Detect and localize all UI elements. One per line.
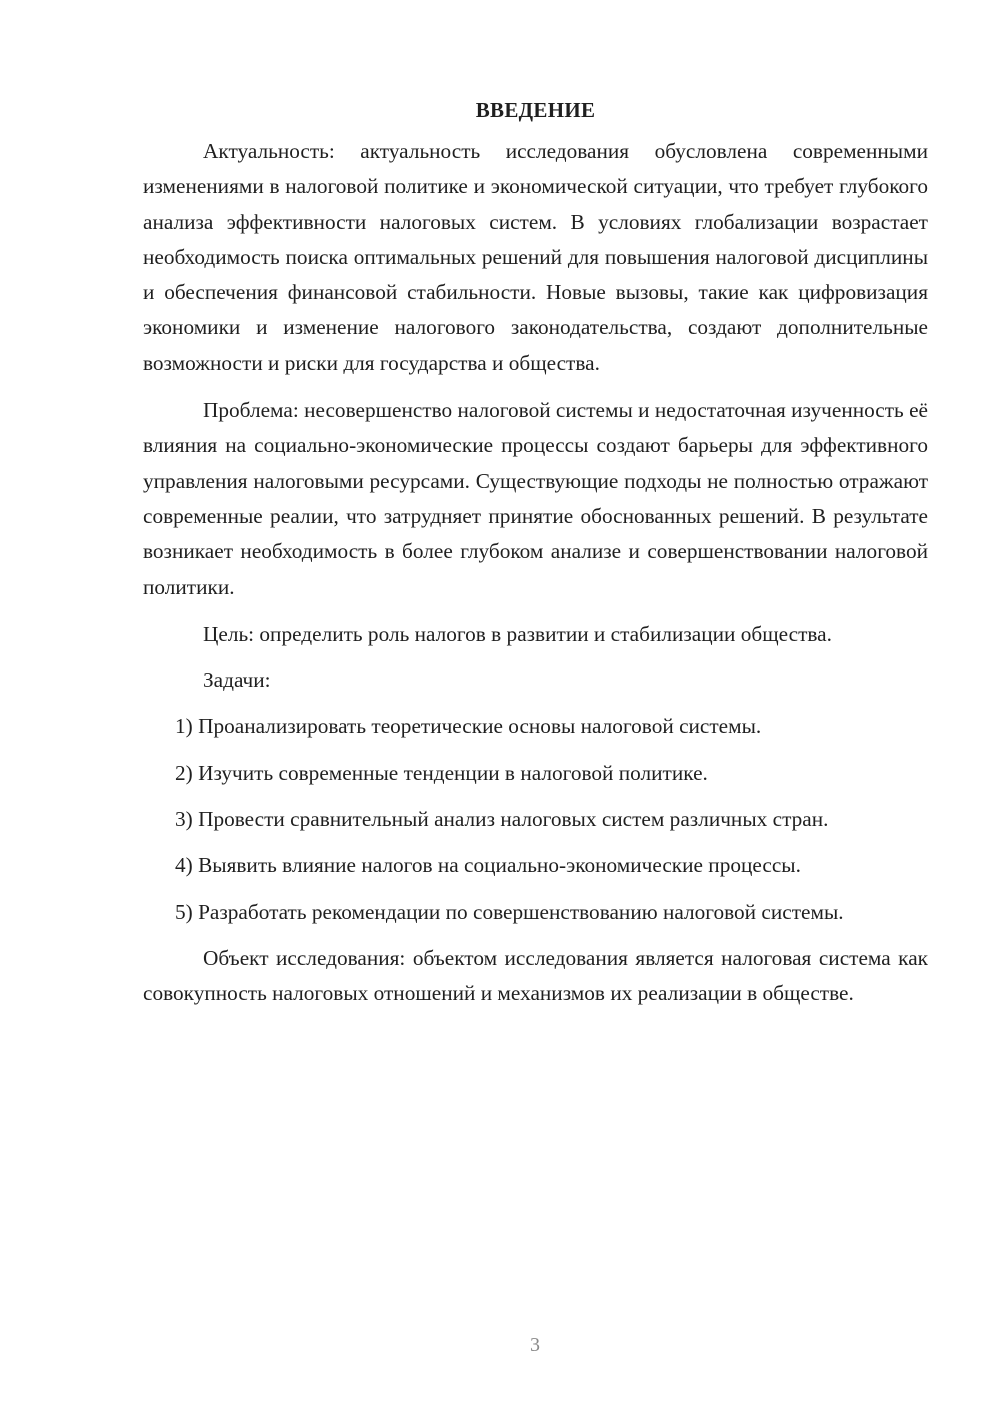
page-content — [143, 93, 928, 1012]
goal-paragraph: Цель: определить роль налогов в развитии и стабилизации общества. — [203, 621, 832, 646]
relevance-paragraph: Актуальность: актуальность исследования обусловлена современными изменениями в налоговой политике и экономической ситуации, что требует глубокого анализа эффективности налоговых систем. В условиях глобализации возрастает необходимость поиска оптимальных решений для повышения налоговой дисциплины и обеспечения финансовой стабильности. Новые вызовы, такие как цифровизация экономики и изменение налогового законодательства, создают дополнительные возможности и риски для государства и общества. — [143, 139, 928, 375]
tasks-heading: Задачи: — [203, 668, 271, 693]
task-item-2: 2) Изучить современные тенденции в налоговой политике. — [175, 760, 708, 785]
section-title: ВВЕДЕНИЕ — [475, 98, 596, 122]
problem-paragraph: Проблема: несовершенство налоговой системы и недостаточная изученность её влияния на социально-экономические процессы создают барьеры для эффективного управления налоговыми ресурсами. Существующие подходы не полностью отражают современные реалии, что затрудняет принятие обоснованных решений. В результате возникает необходимость в более глубоком анализе и совершенствовании налоговой политики. — [143, 398, 928, 599]
task-item-5: 5) Разработать рекомендации по совершенствованию налоговой системы. — [175, 899, 844, 924]
page-number: 3 — [530, 1334, 540, 1356]
object-paragraph: Объект исследования: объектом исследования является налоговая система как совокупность налоговых отношений и механизмов их реализации в обществе. — [143, 945, 928, 1006]
task-item-3: 3) Провести сравнительный анализ налоговых систем различных стран. — [175, 807, 829, 832]
task-item-4: 4) Выявить влияние налогов на социально-экономические процессы. — [175, 853, 801, 878]
task-item-1: 1) Проанализировать теоретические основы налоговой системы. — [175, 714, 762, 739]
